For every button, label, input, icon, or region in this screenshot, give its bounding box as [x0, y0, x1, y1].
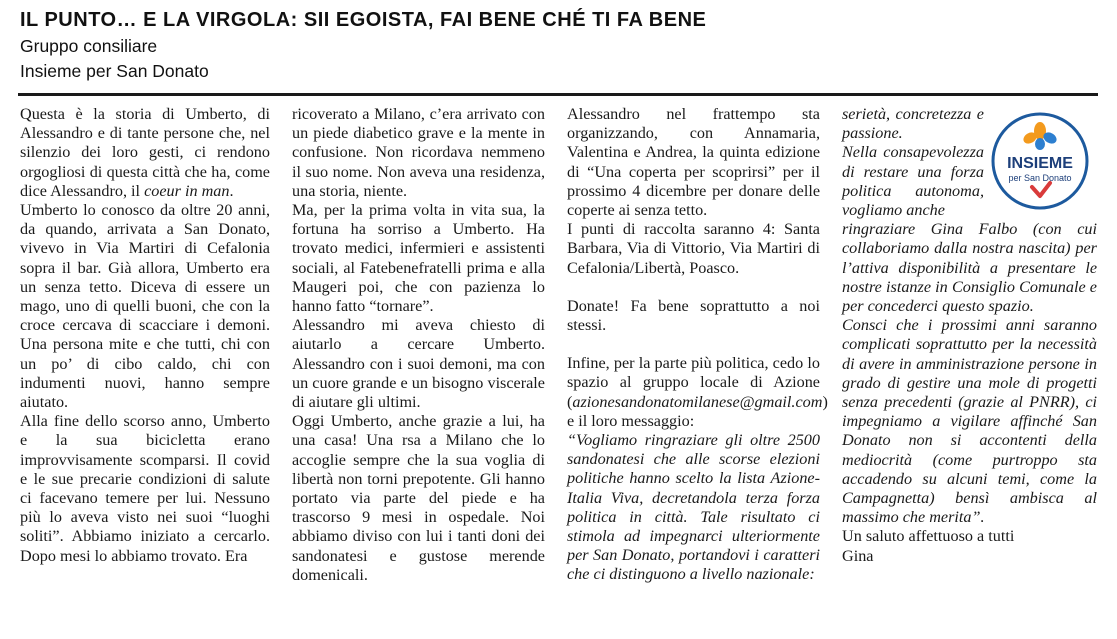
insieme-logo [990, 111, 1090, 211]
article-column-3 [567, 105, 828, 585]
group-name: Insieme per San Donato [20, 61, 209, 81]
quote-paragraph: Consci che i prossimi anni saranno complicati soprattutto per la necessità di avere in amministrazione persone in grado di gestire una mole di progetti senza precedenti (grazie al PNRR), ci impegniamo a vigilare affinché San Donato non si accontenti della mediocrità (come purtroppo sta accadendo su alcuni temi, come la Campagnetta) bensì ambisca al massimo che merita”. [842, 316, 1097, 527]
text-run: Infine, per la parte più politica, cedo lo spazio al gruppo locale di Azione ( [567, 354, 820, 411]
paragraph: Oggi Umberto, anche grazie a lui, ha una casa! Una rsa a Milano che lo accoglie sempre che la sua voglia di libertà non torni prepotente. Gli hanno portato via parte del piede e ha trascorso 9 mesi in ospedale. Noi abbiamo diviso con lui i tanti doni dei sandonatesi e gustose merende domenicali. [292, 412, 545, 584]
quote-paragraph: serietà, concretezza e passione. [842, 105, 984, 143]
paragraph: Donate! Fa bene soprattutto a noi stessi. [567, 296, 820, 335]
paragraph [567, 354, 828, 431]
text-run: Questa è la storia di Umberto, di Alessandro e di tante persone che, nel silenzio dei loro gesti, ci rendono orgogliosi di questa città che ha, come dice Alessandro, il [20, 105, 270, 200]
logo-word: INSIEME [1007, 155, 1073, 172]
paragraph: Alessandro mi aveva chiesto di aiutarlo a cercare Umberto. Alessandro con i suoi demoni, ma con un cuore grande e un bisogno viscerale di aiutare gli ultimi. [292, 316, 545, 412]
logo-graphic [990, 111, 1090, 211]
logo-tagline: per San Donato [1008, 173, 1072, 183]
quote-paragraph: Nella consapevolezza di restare una forza politica autonoma, vogliamo anche [842, 143, 984, 220]
paragraph: Umberto lo conosco da oltre 20 anni, da quando, arrivata a San Donato, vivevo in Via Martiri di Cefalonia sopra il bar. Già allora, Umberto era un senza tetto. Diceva di essere un mago, uno di quelli buoni, che con la croce cercava di scacciare i demoni. Una persona mite e che tutti, chi con un po’ di cibo caldo, chi con indumenti nuovi, hanno sempre aiutato. [20, 201, 270, 412]
group-label: Gruppo consiliare [20, 36, 158, 56]
article-header [20, 6, 706, 84]
text-run-italic: coeur in man [144, 181, 230, 200]
paragraph: Ma, per la prima volta in vita sua, la fortuna ha sorriso a Umberto. Ha trovato medici, infermieri e assistenti sociali, al Fatebenefratelli prima e alla Maugeri poi, che con pazienza lo hanno fatto “tornare”. [292, 201, 545, 316]
article-column-2 [292, 105, 545, 585]
quote-paragraph: “Vogliamo ringraziare gli oltre 2500 sandonatesi che alle scorse elezioni politiche hanno scelto la lista Azione-Italia Viva, decretandola terza forza politica in città. Tale risultato ci stimola ad impegnarci ulteriormente per San Donato, portandovi i caratteri che ci distinguono a livello nazionale: [567, 431, 820, 584]
text-run: . [229, 181, 234, 200]
quote-paragraph: ringraziare Gina Falbo (con cui collaboriamo dalla nostra nascita) per l’attiva disponibilità a presentare le nostre istanze in Consiglio Comunale e per concederci questo spazio. [842, 220, 1097, 316]
header-divider [18, 93, 1098, 96]
paragraph: I punti di raccolta saranno 4: Santa Barbara, Via di Vittorio, Via Martiri di Cefalonia/Libertà, Poasco. [567, 220, 820, 277]
article-column-1 [20, 105, 270, 566]
paragraph: Alla fine dello scorso anno, Umberto e la sua bicicletta erano improvvisamente scomparsi. Il covid e le sue precarie condizioni di salute ci facevano temere per lui. Nessuno più lo aveva visto nei suoi “luoghi soliti”. Abbiamo iniziato a cercarlo. Dopo mesi lo abbiamo trovato. Era [20, 412, 270, 565]
paragraph [20, 105, 270, 201]
closing-line: Un saluto affettuoso a tutti [842, 527, 1015, 546]
spacer [567, 335, 820, 354]
text-run: ) e il loro messaggio: [567, 392, 828, 430]
signature-name: Gina [842, 546, 874, 565]
email-address: azionesandonatomilanese@gmail.com [572, 392, 823, 411]
paragraph: Alessandro nel frattempo sta organizzando, con Annamaria, Valentina e Andrea, la quinta edizione di “Una coperta per scoprirsi” per il prossimo 4 dicembre per donare delle coperte ai senza tetto. [567, 105, 820, 220]
article-title: IL PUNTO… E LA VIRGOLA: SII EGOISTA, FAI BENE CHÉ TI FA BENE [20, 9, 707, 31]
spacer [567, 278, 820, 297]
paragraph: ricoverato a Milano, c’era arrivato con un piede diabetico grave e la mente in confusione. Non ricordava nemmeno il suo nome. Non aveva una residenza, una storia, niente. [292, 105, 545, 200]
